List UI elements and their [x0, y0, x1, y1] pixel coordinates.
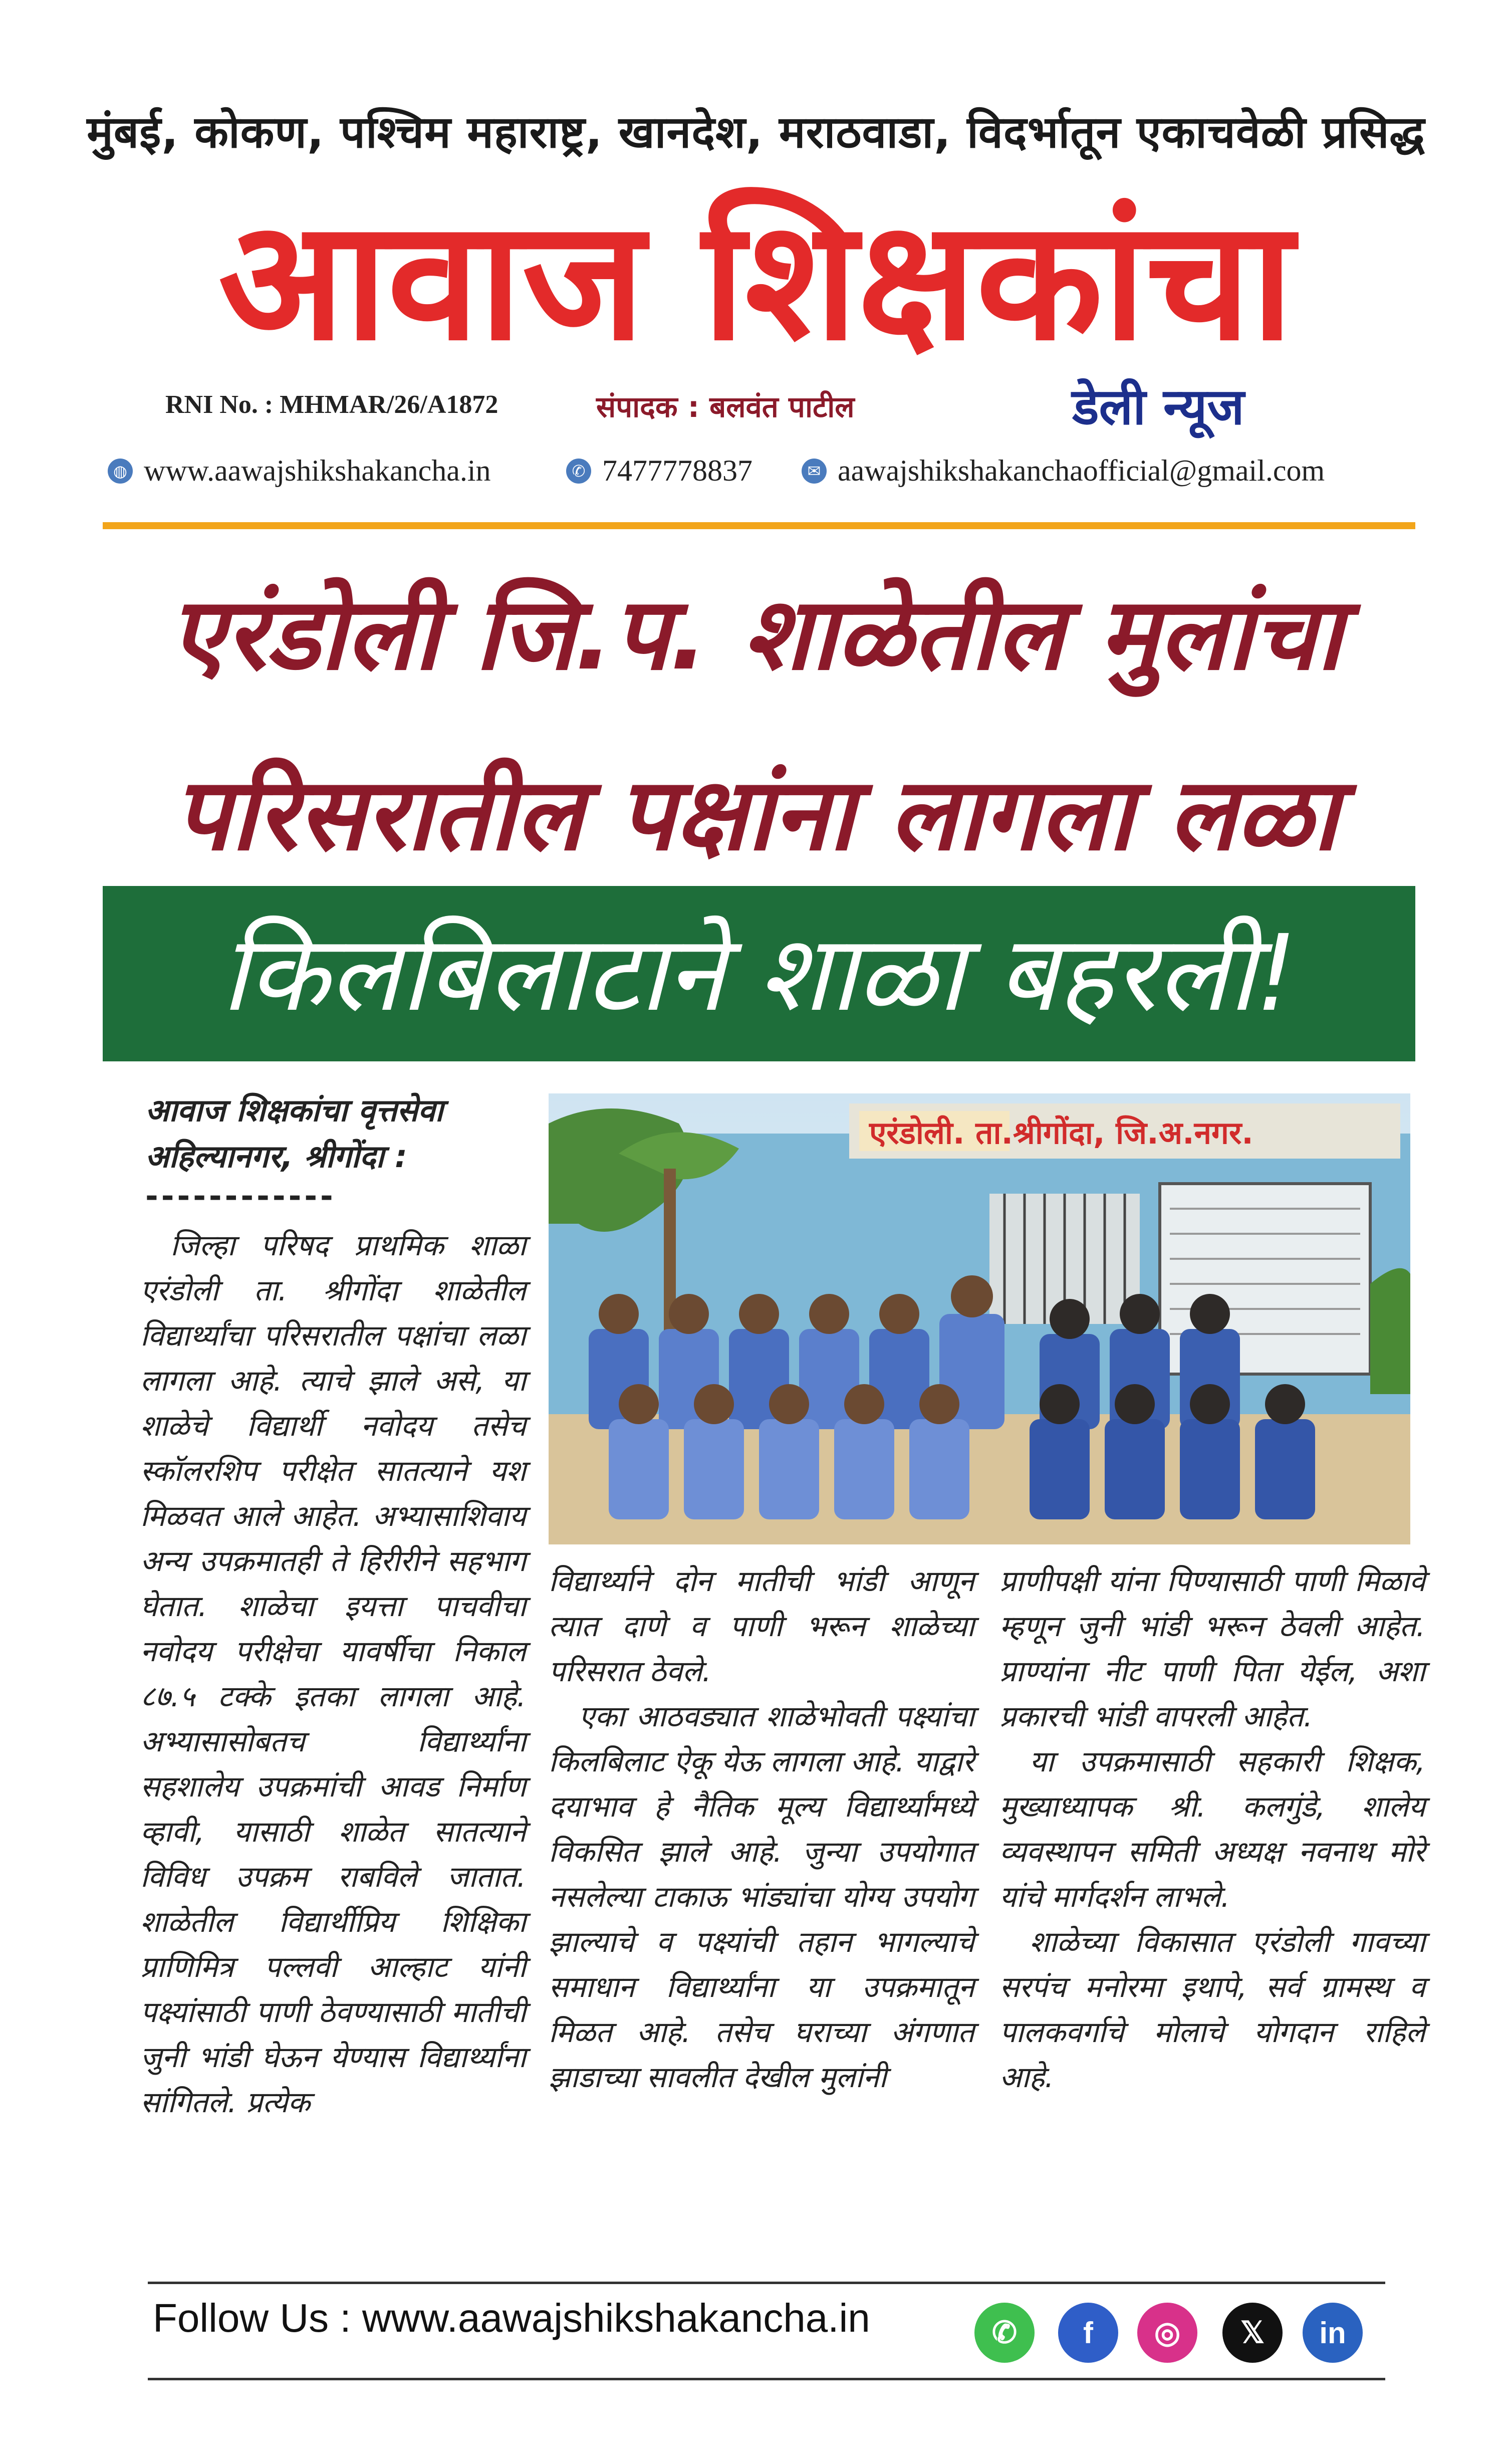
byline	[145, 1087, 546, 1180]
column-3-paragraph-1: प्राणीपक्षी यांना पिण्यासाठी पाणी मिळावे म्हणून जुनी भांडी भरून ठेवली आहेत. प्राण्यांना नीट पाणी पिता येईल, अशा प्रकारची भांडी वापरली आहेत.	[999, 1564, 1425, 1733]
column-2-paragraph-2: एका आठवड्यात शाळेभोवती पक्ष्यांचा किलबिलाट ऐकू येऊ लागला आहे. याद्वारे दयाभाव हे नैतिक मूल्य विद्यार्थ्यांमध्ये विकसित झाले आहे. जुन्या उपयोगात नसलेल्या टाकाऊ भांड्यांचा योग्य उपयोग झाल्याचे व पक्ष्यांची तहान भागल्याचे समाधान विद्यार्थ्यांना या उपक्रमातून मिळत आहे. तसेच घराच्या अंगणात झाडाच्या सावलीत देखील मुलांनी	[549, 1699, 974, 2094]
daily-news-label: डेली न्यूज	[1072, 377, 1244, 436]
column-3-paragraph-2: या उपक्रमासाठी सहकारी शिक्षक, मुख्याध्यापक श्री. कलगुंडे, शालेय व्यवस्थापन समिती अध्यक्ष नवनाथ मोरे यांचे मार्गदर्शन लाभले.	[999, 1744, 1425, 1914]
phone-contact[interactable]	[566, 454, 752, 488]
phone-icon: ✆	[566, 459, 591, 484]
article-column-2	[549, 1558, 974, 2100]
masthead-title: आवाज शिक्षकांचा	[218, 184, 1294, 377]
school-sign-text: एरंडोली. ता.श्रीगोंदा, जि.अ.नगर.	[869, 1114, 1253, 1151]
footer-divider-top	[148, 2282, 1385, 2284]
byline-agency: आवाज शिक्षकांचा वृत्तसेवा	[145, 1092, 443, 1129]
school-photo	[549, 1093, 1410, 1544]
phone-number[interactable]: 7477778837	[602, 454, 752, 487]
website-contact[interactable]	[108, 454, 491, 488]
x-icon[interactable]: 𝕏	[1222, 2303, 1283, 2363]
column-2-paragraph-1: विद्यार्थ्याने दोन मातीची भांडी आणून त्यात दाणे व पाणी भरून शाळेच्या परिसरात ठेवले.	[549, 1564, 974, 1688]
mail-icon: ✉	[802, 459, 827, 484]
email-address[interactable]: aawajshikshakanchaofficial@gmail.com	[838, 454, 1325, 487]
headline-line-1: एरंडोली जि.प. शाळेतील मुलांचा	[169, 576, 1343, 693]
article-column-1	[140, 1223, 526, 2125]
rni-number: RNI No. : MHMAR/26/A1872	[165, 390, 498, 419]
article-column-3	[999, 1558, 1425, 2100]
instagram-icon[interactable]: ◎	[1137, 2303, 1197, 2363]
tagline: मुंबई, कोकण, पश्चिम महाराष्ट्र, खानदेश, मराठवाडा, विदर्भातून एकाचवेळी प्रसिद्ध	[87, 106, 1425, 158]
footer-divider-bottom	[148, 2378, 1385, 2380]
linkedin-icon[interactable]: in	[1303, 2303, 1363, 2363]
editor-name: संपादक : बलवंत पाटील	[596, 390, 855, 424]
column-3-paragraph-3: शाळेच्या विकासात एरंडोली गावच्या सरपंच मनोरमा इथापे, सर्व ग्रामस्थ व पालकवर्गाचे मोलाचे योगदान राहिले आहे.	[999, 1925, 1425, 2094]
email-contact[interactable]	[802, 454, 1325, 488]
whatsapp-icon[interactable]: ✆	[974, 2303, 1035, 2363]
byline-location: अहिल्यानगर, श्रीगोंदा :	[145, 1138, 407, 1175]
follow-us-link[interactable]: Follow Us : www.aawajshikshakancha.in	[153, 2296, 870, 2340]
byline-separator: ------------	[145, 1178, 336, 1214]
header-divider	[103, 522, 1415, 529]
headline-line-2: परिसरातील पक्षांना लागला लळा	[173, 756, 1339, 873]
website-link[interactable]: www.aawajshikshakancha.in	[144, 454, 491, 487]
banner-headline: किलबिलाटाने शाळा बहरली!	[220, 912, 1298, 1035]
column-1-text: जिल्हा परिषद प्राथमिक शाळा एरंडोली ता. श्रीगोंदा शाळेतील विद्यार्थ्यांचा परिसरातील पक्षांचा लळा लागला आहे. त्याचे झाले असे, या शाळेचे विद्यार्थी नवोदय तसेच स्कॉलरशिप परीक्षेत सातत्याने यश मिळवत आले आहेत. अभ्यासाशिवाय अन्य उपक्रमातही ते हिरीरीने सहभाग घेतात. शाळेचा इयत्ता पाचवीचा नवोदय परीक्षेचा यावर्षीचा निकाल ८७.५ टक्के इतका लागला आहे. अभ्यासासोबतच विद्यार्थ्यांना सहशालेय उपक्रमांची आवड निर्माण व्हावी, यासाठी शाळेत सातत्याने विविध उपक्रम राबविले जातात. शाळेतील विद्यार्थीप्रिय शिक्षिका प्राणिमित्र पल्लवी आल्हाट यांनी पक्ष्यांसाठी पाणी ठेवण्यासाठी मातीची जुनी भांडी घेऊन येण्यास विद्यार्थ्यांना सांगितले. प्रत्येक	[140, 1228, 526, 2119]
globe-icon: ◍	[108, 459, 133, 484]
facebook-icon[interactable]: f	[1058, 2303, 1118, 2363]
